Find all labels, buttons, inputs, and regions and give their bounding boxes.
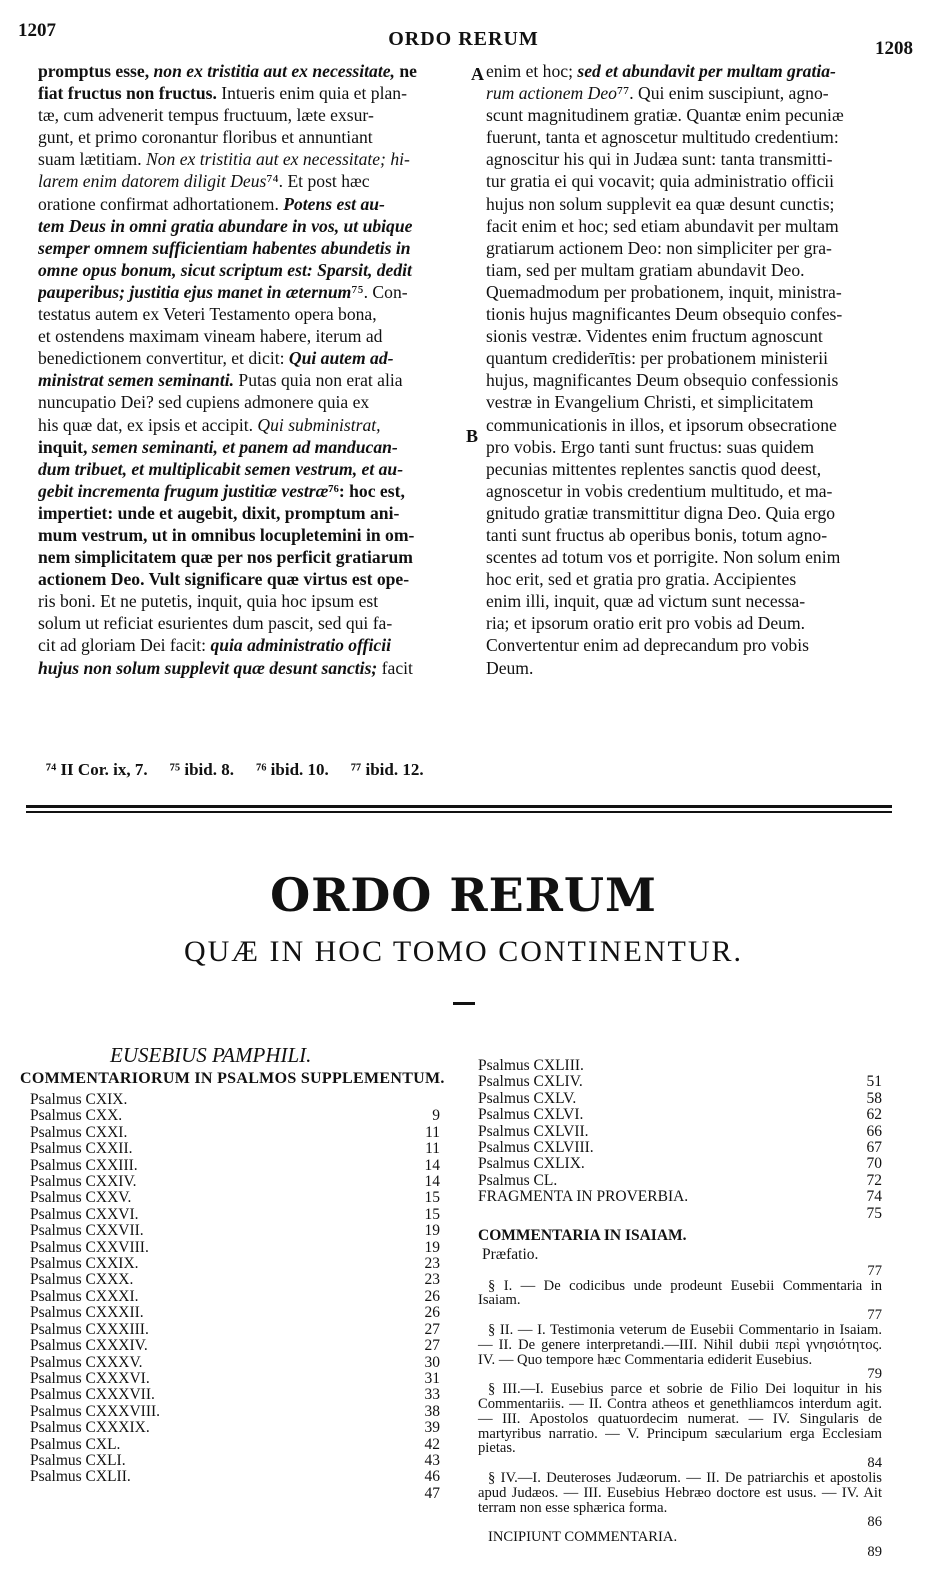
text-run: scunt magnitudinem gratiæ. Quantæ enim pecuniæ	[486, 105, 844, 126]
text-run: hoc erit, sed et gratia pro gratia. Accipientes	[486, 569, 797, 590]
toc-entry-label: Psalmus CXXXVII.	[30, 1386, 155, 1404]
toc-entry-label: FRAGMENTA IN PROVERBIA.	[478, 1188, 689, 1206]
text-run: gebit incrementa frugum justitiæ vestræ	[38, 480, 329, 501]
toc-entry-page: 38	[424, 1402, 440, 1420]
text-run: solum ut reficiat esurientes dum pascit, sed qui fa-	[38, 613, 393, 634]
toc-entry-label: Psalmus CXLVII.	[478, 1122, 589, 1140]
text-run: omne opus bonum, sicut scriptum est: Sparsit, dedit	[38, 259, 412, 280]
text-line	[38, 325, 466, 347]
toc-entry	[478, 1173, 882, 1189]
toc-entry	[30, 1437, 440, 1453]
toc-entry	[478, 1156, 882, 1172]
text-run: rum actionem Deo	[486, 83, 617, 104]
toc-left	[30, 1092, 440, 1502]
toc-entry-page: 51	[866, 1073, 882, 1091]
text-line	[38, 657, 466, 679]
text-run: tur gratia ei qui vocavit; quia administratio officii	[486, 171, 835, 192]
text-line	[486, 502, 906, 524]
toc-entry-label: Psalmus CXLIII.	[478, 1057, 584, 1074]
text-line	[486, 193, 906, 215]
toc-entry-label: Psalmus CXXXII.	[30, 1304, 144, 1322]
text-line	[486, 546, 906, 568]
text-line	[38, 480, 466, 502]
index-title: ORDO RERUM	[270, 868, 657, 922]
index-subtitle: QUÆ IN HOC TOMO CONTINENTUR.	[183, 935, 744, 968]
text-line	[486, 436, 906, 458]
toc-entry-page: 19	[424, 1222, 440, 1240]
footnote: ⁷⁵ ibid. 8.	[169, 760, 234, 779]
text-run: et ostendens maximam vineam habere, iterum ad	[38, 326, 383, 347]
toc-entry	[30, 1223, 440, 1239]
text-run: larem enim datorem diligit Deus	[38, 171, 267, 192]
toc-entry-page: 11	[425, 1140, 440, 1158]
text-run: Non ex tristitia aut ex necessitate; hi-	[146, 149, 410, 170]
text-line	[38, 347, 466, 369]
page-number-left: 1207	[18, 20, 56, 41]
text-run: ministrat semen seminanti.	[38, 370, 235, 391]
toc-entry-label: Psalmus CXXI.	[30, 1123, 128, 1141]
page-number-right: 1208	[875, 38, 913, 59]
toc-entry-page	[852, 1058, 882, 1074]
toc-entry-page: 42	[424, 1435, 440, 1453]
toc-entry	[30, 1420, 440, 1436]
toc-entry-page	[410, 1092, 440, 1108]
text-run: tem Deus in omni gratia abundare in vos, ut ubique	[38, 215, 413, 236]
toc-entry-label: Psalmus CXLVIII.	[478, 1139, 594, 1157]
toc-paragraph	[478, 1308, 882, 1367]
toc-entry-page: 23	[424, 1255, 440, 1273]
text-run: benedictionem convertitur, et dicit:	[38, 348, 289, 369]
toc-entry	[478, 1107, 882, 1123]
toc-entry-page: 43	[424, 1451, 440, 1469]
text-run: actionem Deo. Vult significare quæ virtus est ope-	[38, 569, 410, 590]
toc-entry	[30, 1305, 440, 1321]
text-run: facit	[377, 657, 413, 678]
toc-entry-label: Psalmus CXIX.	[30, 1091, 128, 1108]
text-line	[38, 369, 466, 391]
text-line	[38, 590, 466, 612]
text-run: ne	[394, 61, 417, 81]
text-line	[486, 524, 906, 546]
text-line	[486, 414, 906, 436]
toc-paragraph-text: INCIPIUNT COMMENTARIA.	[488, 1529, 678, 1546]
text-run: gunt, et primo coronantur floribus et annuntiant	[38, 127, 373, 148]
toc-entry-label: Psalmus CXLVI.	[478, 1106, 584, 1124]
toc-entry-page: 31	[424, 1369, 440, 1387]
text-run: hujus non solum supplevit ea quæ desunt cunctis;	[486, 193, 835, 214]
toc-entry-page: 67	[866, 1139, 882, 1157]
toc-entry	[30, 1355, 440, 1371]
text-line	[486, 148, 906, 170]
toc-entry	[30, 1404, 440, 1420]
toc-entry-page: 15	[424, 1205, 440, 1223]
text-run: ris boni. Et ne putetis, inquit, quia hoc ipsum est	[38, 591, 379, 612]
toc-entry	[30, 1371, 440, 1387]
text-run: hujus non solum supplevit quæ desunt sanctis;	[38, 657, 378, 678]
toc-entry-page: 15	[424, 1189, 440, 1207]
toc-entry-page: 30	[424, 1353, 440, 1371]
toc-entry-label: Psalmus CXLI.	[30, 1451, 126, 1469]
toc-entry-page: 70	[866, 1155, 882, 1173]
toc-entry	[30, 1207, 440, 1223]
toc-entry-label: Psalmus CXXXIX.	[30, 1419, 150, 1437]
toc-entry	[30, 1190, 440, 1206]
text-line	[38, 391, 466, 413]
toc-entry	[30, 1338, 440, 1354]
toc-entry-label: Psalmus CXLIV.	[478, 1073, 583, 1091]
toc-entry-page: 75	[866, 1204, 882, 1222]
text-run: fuerunt, tanta et agnoscetur multitudo credentium:	[486, 127, 839, 148]
text-line	[486, 170, 906, 192]
toc-entry-label: Psalmus CXXXV.	[30, 1353, 143, 1371]
toc-entry	[30, 1486, 440, 1502]
section-heading: COMMENTARIA IN ISAIAM.	[478, 1227, 687, 1245]
text-run: gratiarum actionem Deo: non simpliciter per gra-	[486, 237, 832, 258]
text-run: agnoscitur his qui in Judæa sunt: tanta transmitti-	[486, 149, 833, 170]
text-line	[486, 104, 906, 126]
text-run: Putas quia non erat alia	[234, 370, 403, 391]
text-line	[486, 391, 906, 413]
toc-entry-page: 72	[866, 1171, 882, 1189]
text-line	[486, 259, 906, 281]
text-line	[38, 458, 466, 480]
text-run: mum vestrum, ut in omnibus locupletemini in om-	[38, 524, 415, 545]
text-column-right	[486, 60, 906, 679]
toc-paragraph-text: § III.—I. Eusebius parce et sobrie de Filio Dei loquitur in his Commentariis. — II. Contra atheos et genethliamcos interdum agit. — III. Apostolos quatuordecim numerat. — IV. Singularis de martyribus narratio. — V. Principum sæcularium erga Ecclesiam pietas.	[478, 1381, 882, 1457]
text-run: non ex tristitia aut ex necessitate,	[153, 61, 395, 81]
text-line	[486, 568, 906, 590]
text-run: Convertentur enim ad deprecandum pro vobis	[486, 635, 809, 656]
text-line	[38, 502, 466, 524]
footnote: ⁷⁷ ibid. 12.	[351, 760, 424, 779]
text-run: ⁷⁶: hoc est,	[328, 480, 405, 501]
praefatio-paragraphs	[478, 1264, 882, 1560]
toc-entry-page: 9	[432, 1107, 440, 1125]
toc-entry	[30, 1092, 440, 1108]
text-run: pecunias mittentes replentes sanctis quod deest,	[486, 458, 822, 479]
text-line	[486, 281, 906, 303]
toc-entry-label: Psalmus CXLII.	[30, 1468, 131, 1486]
toc-entry	[478, 1140, 882, 1156]
text-run: impertiet: unde et augebit, dixit, promptum ani-	[38, 502, 400, 523]
text-run: enim et hoc;	[486, 61, 578, 81]
text-run: gnitudo gratiæ transmittitur digna Deo. Quia ergo	[486, 502, 836, 523]
text-line	[486, 237, 906, 259]
text-run: tiam, sed per multam gratiam abundavit Deo.	[486, 259, 805, 280]
toc-entry-label: Psalmus CXXXI.	[30, 1287, 139, 1305]
text-line	[486, 60, 906, 82]
toc-entry-page: 66	[866, 1122, 882, 1140]
toc-entry	[478, 1206, 882, 1222]
toc-entry-page: 23	[424, 1271, 440, 1289]
divider-thick	[26, 805, 892, 808]
toc-entry-page: 11	[425, 1123, 440, 1141]
text-line	[38, 568, 466, 590]
toc-entry	[30, 1322, 440, 1338]
text-line	[38, 546, 466, 568]
text-line	[486, 82, 906, 104]
text-run: Deum.	[486, 657, 534, 678]
text-line	[486, 634, 906, 656]
toc-entry-label: Psalmus CXXXVI.	[30, 1369, 150, 1387]
toc-entry	[30, 1387, 440, 1403]
text-line	[486, 369, 906, 391]
work-heading: COMMENTARIORUM IN PSALMOS SUPPLEMENTUM.	[20, 1070, 445, 1087]
toc-entry-label: Psalmus CXXVIII.	[30, 1238, 149, 1256]
text-run: nuncupatio Dei? sed cupiens admonere quia ex	[38, 392, 370, 413]
toc-paragraph	[478, 1264, 882, 1308]
text-run: quantum crediderītis: per probationem ministerii	[486, 348, 829, 369]
text-run: semper omnem sufficientiam habentes abundetis in	[38, 237, 411, 258]
text-run: pro vobis. Ergo tanti sunt fructus: suas quidem	[486, 436, 815, 457]
toc-entry	[30, 1141, 440, 1157]
divider-thin	[26, 811, 892, 813]
toc-entry-label: Psalmus CL.	[478, 1171, 558, 1189]
text-run: ⁷⁴. Et post hæc	[266, 171, 370, 192]
text-run: scentes ad totum vos et porrigite. Non solum enim	[486, 547, 841, 568]
toc-paragraph	[478, 1545, 882, 1560]
margin-marker-a: A	[471, 64, 484, 84]
text-run: Qui autem ad-	[288, 348, 394, 369]
toc-entry-label: Psalmus CXXXVIII.	[30, 1402, 161, 1420]
toc-entry-label: Psalmus CXXX.	[30, 1271, 134, 1289]
text-line	[38, 215, 466, 237]
text-run: Qui subministrat,	[257, 414, 381, 435]
text-run: facit enim et hoc; sed etiam abundavit per multam	[486, 215, 839, 236]
text-line	[486, 657, 906, 679]
text-run: his quæ dat, ex ipsis et accipit.	[38, 414, 258, 435]
text-run: cit ad gloriam Dei facit:	[38, 635, 211, 656]
toc-right	[478, 1058, 882, 1560]
text-line	[38, 259, 466, 281]
text-line	[486, 458, 906, 480]
toc-entry-label: Psalmus CXXVII.	[30, 1222, 144, 1240]
toc-entry	[30, 1108, 440, 1124]
toc-entry-label: Psalmus CXXIV.	[30, 1173, 137, 1191]
toc-entry-page: 62	[866, 1106, 882, 1124]
running-title: ORDO RERUM	[388, 28, 539, 50]
toc-right-entries	[478, 1058, 882, 1222]
text-run: tanti sunt fructus ab operibus bonis, totum agno-	[486, 524, 828, 545]
ornament-dash	[453, 1002, 475, 1005]
toc-entry	[478, 1058, 882, 1074]
toc-paragraph	[478, 1456, 882, 1515]
text-run: nem simplicitatem quæ per nos perficit gratiarum	[38, 547, 413, 568]
text-line	[38, 237, 466, 259]
toc-paragraph-page: 77	[867, 1307, 882, 1324]
toc-entry-page: 33	[424, 1386, 440, 1404]
text-run: inquit,	[38, 436, 92, 457]
toc-entry-label: Psalmus CXXXIII.	[30, 1320, 149, 1338]
toc-entry	[30, 1256, 440, 1272]
toc-entry-page: 47	[424, 1484, 440, 1502]
toc-entry-page: 26	[424, 1304, 440, 1322]
text-run: testatus autem ex Veteri Testamento opera bona,	[38, 304, 377, 325]
text-line	[486, 325, 906, 347]
toc-paragraph-page: 89	[867, 1544, 882, 1561]
margin-marker-b: B	[466, 426, 479, 446]
toc-paragraph-text: § II. — I. Testimonia veterum de Eusebii Commentario in Isaiam. — II. De genere interpretandi.—III. Nihil dubii περὶ γνησιότητος. IV. — Quo tempore hæc Commentaria ediderit Eusebius.	[478, 1322, 882, 1368]
toc-entry-page: 27	[424, 1320, 440, 1338]
text-line	[486, 590, 906, 612]
text-line	[38, 281, 466, 303]
text-line	[38, 126, 466, 148]
toc-entry-label: Psalmus CXLV.	[478, 1089, 577, 1107]
text-run: fiat fructus non fructus.	[38, 83, 217, 104]
toc-entry-page: 27	[424, 1337, 440, 1355]
text-run: vestræ in Evangelium Christi, et simplicitatem	[486, 392, 814, 413]
text-line	[38, 60, 466, 82]
toc-entry	[30, 1125, 440, 1141]
text-run: enim illi, inquit, quæ ad victum sunt necessa-	[486, 591, 806, 612]
text-line	[486, 347, 906, 369]
text-run: dum tribuet, et multiplicabit semen vestrum, et au-	[38, 458, 404, 479]
toc-entry-label: Psalmus CXXV.	[30, 1189, 132, 1207]
footnotes	[46, 760, 442, 780]
toc-entry	[478, 1124, 882, 1140]
toc-entry	[30, 1272, 440, 1288]
text-run: Potens est au-	[283, 193, 385, 214]
text-run: pauperibus; justitia ejus manet in æternum	[38, 281, 352, 302]
text-run: ⁷⁵. Con-	[351, 281, 408, 302]
toc-entry-label: Psalmus CXXXIV.	[30, 1337, 148, 1355]
toc-entry-label: Psalmus CXX.	[30, 1107, 123, 1125]
text-line	[38, 193, 466, 215]
text-line	[38, 148, 466, 170]
text-run: semen seminanti, et panem ad manducan-	[91, 436, 398, 457]
text-run: promptus esse,	[38, 61, 154, 81]
text-line	[486, 303, 906, 325]
text-line	[38, 634, 466, 656]
text-run: sed et abundavit per multam gratia-	[577, 61, 836, 81]
text-line	[38, 524, 466, 546]
toc-entry-page: 39	[424, 1419, 440, 1437]
text-run: ria; et ipsorum oratio erit pro vobis ad Deum.	[486, 613, 806, 634]
toc-entry	[478, 1189, 882, 1205]
text-run: quia administratio officii	[210, 635, 391, 656]
text-run: Quemadmodum per probationem, inquit, ministra-	[486, 281, 842, 302]
text-line	[486, 215, 906, 237]
text-run: suam lætitiam.	[38, 149, 147, 170]
toc-entry-label: Psalmus CXXVI.	[30, 1205, 139, 1223]
toc-entry	[478, 1091, 882, 1107]
text-run: oratione confirmat adhortationem.	[38, 193, 284, 214]
text-run: sionis vestræ. Videntes enim fructum agnoscunt	[486, 326, 823, 347]
text-run: hujus, magnificantes Deum obsequio confessionis	[486, 370, 839, 391]
text-line	[486, 126, 906, 148]
toc-entry-page: 19	[424, 1238, 440, 1256]
text-run: tæ, cum advenerit tempus fructuum, læte exsur-	[38, 105, 374, 126]
text-line	[38, 104, 466, 126]
praefatio-label: Præfatio.	[482, 1246, 539, 1264]
text-run: agnoscetur in vobis credentium multitudo, et ma-	[486, 480, 833, 501]
toc-entry-label: Psalmus CXXIX.	[30, 1255, 139, 1273]
text-line	[486, 480, 906, 502]
text-line	[38, 303, 466, 325]
text-line	[38, 436, 466, 458]
text-run: communicationis in illos, et ipsorum obsecratione	[486, 414, 837, 435]
toc-entry	[30, 1174, 440, 1190]
toc-paragraph	[478, 1515, 882, 1545]
toc-paragraph-text: § IV.—I. Deuteroses Judæorum. — II. De patriarchis et apostolis apud Judæos. — III. Eusebius Hebræo doctore est usus. — IV. Ait terram non esse sphærica forma.	[478, 1470, 882, 1516]
toc-entry-label: Psalmus CXXII.	[30, 1140, 133, 1158]
footnote: ⁷⁶ ibid. 10.	[256, 760, 329, 779]
text-line	[38, 612, 466, 634]
toc-entry-page: 74	[866, 1188, 882, 1206]
text-run: tionis hujus magnificantes Deum obsequio confes-	[486, 304, 843, 325]
text-line	[38, 170, 466, 192]
toc-paragraph-text: § I. — De codicibus unde prodeunt Eusebii Commentaria in Isaiam.	[478, 1277, 882, 1309]
toc-paragraph-page: 77	[867, 1262, 882, 1279]
text-line	[486, 612, 906, 634]
text-run: Intueris enim quia et plan-	[216, 83, 407, 104]
toc-entry-page: 46	[424, 1468, 440, 1486]
toc-entry-page: 14	[424, 1173, 440, 1191]
toc-entry-page: 26	[424, 1287, 440, 1305]
toc-entry	[30, 1158, 440, 1174]
text-line	[38, 82, 466, 104]
text-run: ⁷⁷. Qui enim suscipiunt, agno-	[616, 83, 829, 104]
toc-entry-page: 14	[424, 1156, 440, 1174]
toc-paragraph	[478, 1367, 882, 1456]
toc-entry	[30, 1240, 440, 1256]
toc-entry	[30, 1469, 440, 1485]
footnote: ⁷⁴ II Cor. ix, 7.	[46, 760, 148, 779]
toc-entry	[30, 1453, 440, 1469]
toc-paragraph-page: 86	[867, 1514, 882, 1531]
toc-entry-label: Psalmus CXL.	[30, 1435, 121, 1453]
toc-entry	[30, 1289, 440, 1305]
toc-entry-label: Psalmus CXLIX.	[478, 1155, 585, 1173]
toc-entry-label: Psalmus CXXIII.	[30, 1156, 138, 1174]
toc-paragraph-page: 79	[867, 1366, 882, 1383]
toc-paragraph-page: 84	[867, 1455, 882, 1472]
toc-entry	[478, 1074, 882, 1090]
toc-entry-page: 58	[866, 1089, 882, 1107]
text-column-left	[38, 60, 466, 679]
author-heading: EUSEBIUS PAMPHILI.	[110, 1043, 312, 1067]
text-line	[38, 414, 466, 436]
